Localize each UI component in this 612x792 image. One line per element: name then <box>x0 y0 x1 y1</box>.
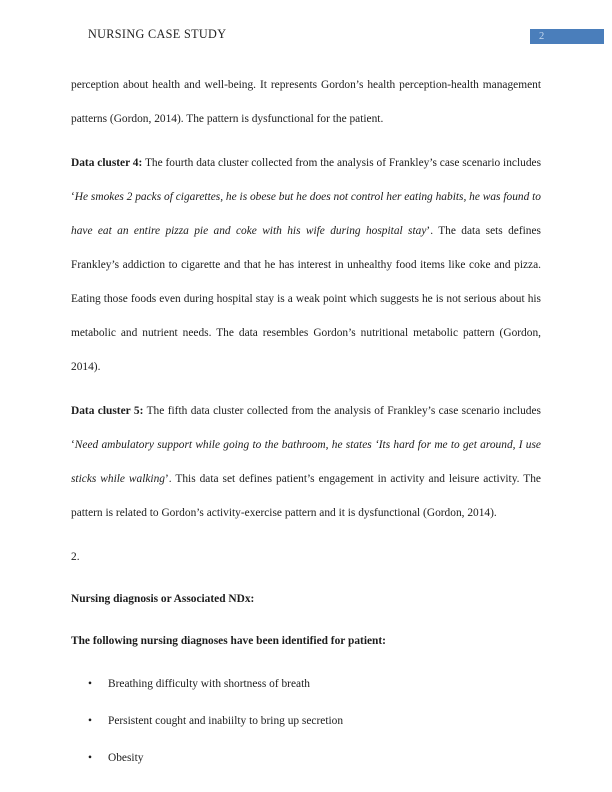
bullet-icon: • <box>88 678 92 690</box>
heading-identified-diagnoses: The following nursing diagnoses have been identified for patient: <box>71 635 386 647</box>
list-item-label: Persistent cought and inabiilty to bring up secretion <box>108 715 344 727</box>
running-header <box>0 26 612 48</box>
page-number-badge <box>530 29 604 44</box>
heading-spacer <box>71 574 541 582</box>
paragraph-continuation: perception about health and well-being. It represents Gordon’s health perception-health management patterns (Gordon, 2014). The pattern is dysfunctional for the patient. <box>71 79 541 125</box>
heading-nursing-diagnosis: Nursing diagnosis or Associated NDx: <box>71 593 255 605</box>
data-cluster-4-quote-close: ’. <box>426 225 439 237</box>
data-cluster-4-label: Data cluster 4: <box>71 157 143 169</box>
bullet-icon: • <box>88 752 92 764</box>
data-cluster-4-quote: He smokes 2 packs of cigarettes, he is obese but he does not control her eating habits, he was found to have eat an entire pizza pie and coke with his wife during hospital stay <box>71 191 541 237</box>
data-cluster-4-tail: The data sets defines Frankley’s addiction to cigarette and that he has interest in unhealthy food items like coke and pizza. Eating those foods even during hospital stay is a weak point which suggests he is not serious about his metabolic and nutrient needs. The data resembles Gordon’s nutritional metabolic pattern (Gordon, 2014). <box>71 225 541 373</box>
paragraph-data-cluster-5 <box>71 394 541 530</box>
list-spacer <box>71 658 541 666</box>
list-item-label: Obesity <box>108 752 144 764</box>
data-cluster-5-tail: This data set defines patient’s engagement in activity and leisure activity. The pattern is related to Gordon’s activity-exercise pattern and it is dysfunctional (Gordon, 2014). <box>71 473 541 519</box>
heading-spacer <box>71 616 541 624</box>
list-item-label: Breathing difficulty with shortness of breath <box>108 678 310 690</box>
list-item <box>71 666 541 703</box>
list-item <box>71 740 541 777</box>
section-number: 2. <box>71 551 80 563</box>
diagnoses-list <box>71 666 541 777</box>
header-title: NURSING CASE STUDY <box>88 27 227 41</box>
data-cluster-4-lead-in: The fourth data cluster collected from the analysis of Frankley’s case scenario includes ‘ <box>71 157 542 203</box>
paragraph-spacer <box>71 136 541 146</box>
data-cluster-5-label: Data cluster 5: <box>71 405 144 417</box>
paragraph-spacer <box>71 384 541 394</box>
bullet-icon: • <box>88 715 92 727</box>
data-cluster-5-quote-close: ’. <box>164 473 176 485</box>
paragraph-spacer <box>71 530 541 540</box>
data-cluster-5-lead-in: The fifth data cluster collected from the analysis of Frankley’s case scenario includes ‘ <box>71 405 541 451</box>
list-item <box>71 703 541 740</box>
data-cluster-5-quote: Need ambulatory support while going to the bathroom, he states ‘Its hard for me to get around, I use sticks while walking <box>71 439 541 485</box>
paragraph-data-cluster-4 <box>71 146 541 384</box>
document-body <box>71 68 541 777</box>
page-number: 2 <box>539 31 545 42</box>
